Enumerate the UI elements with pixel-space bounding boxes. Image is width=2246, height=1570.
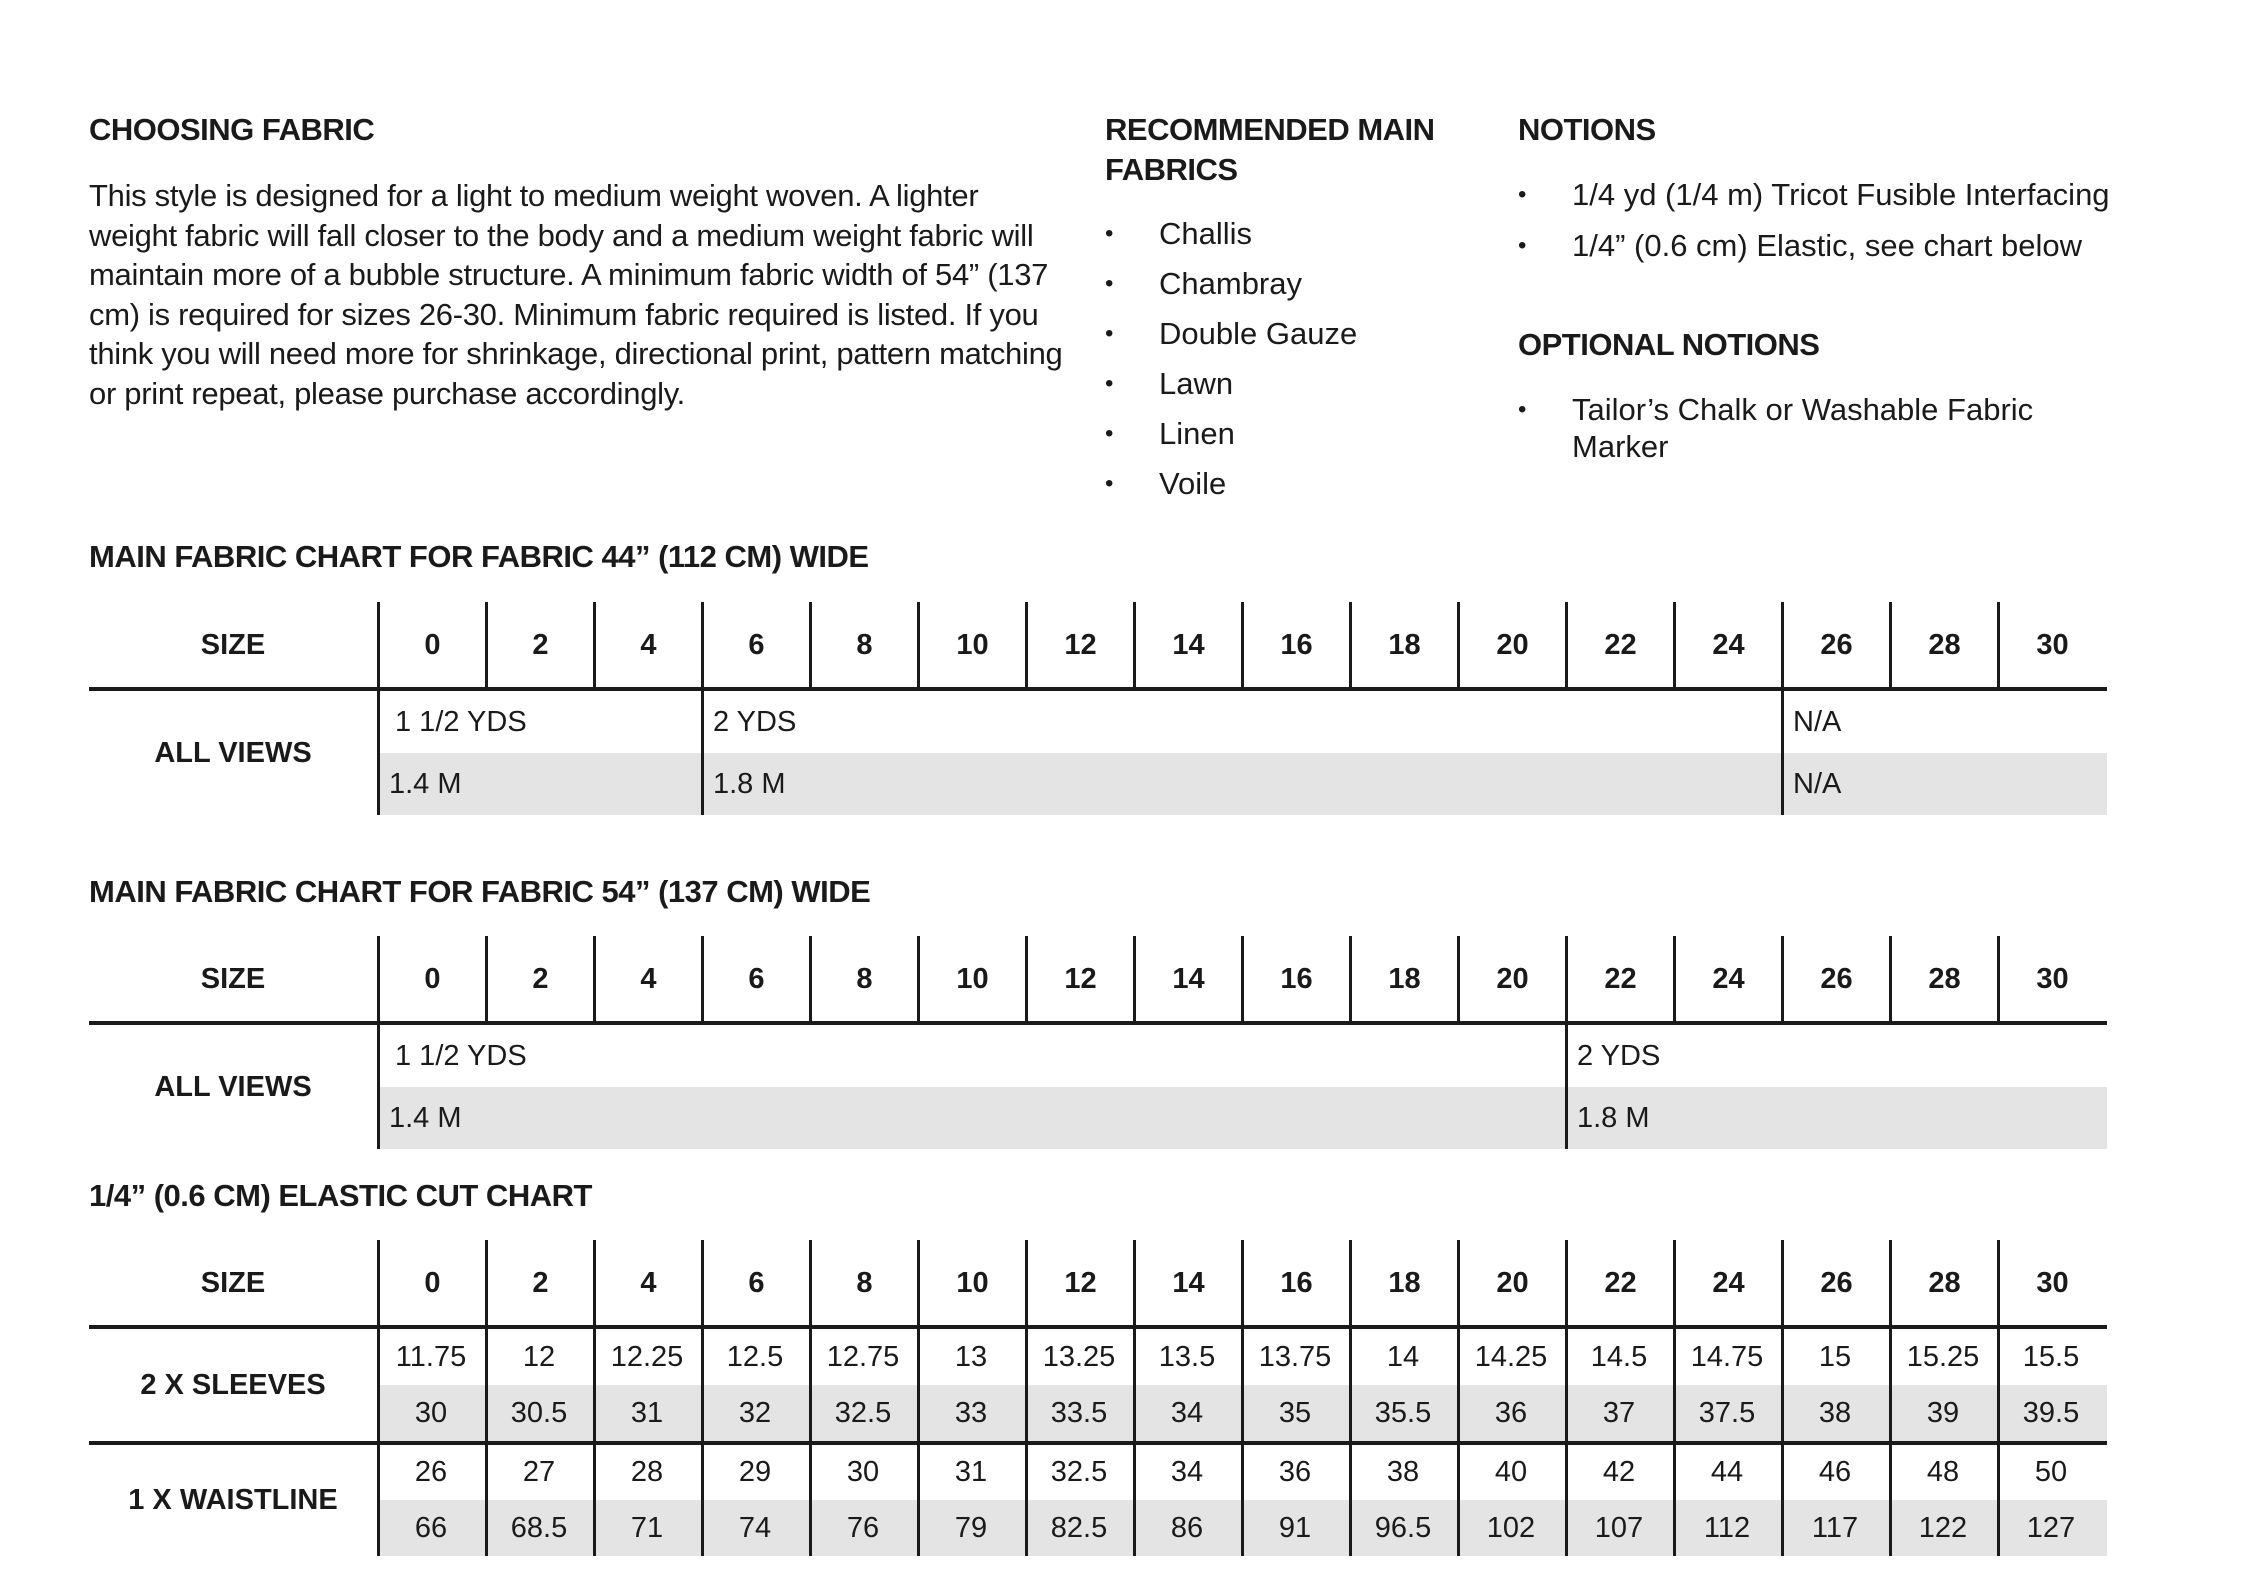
cm-value-cell: 127	[2026, 1511, 2076, 1544]
size-header-cell: 4	[593, 936, 701, 1022]
cm-value-cell: 39	[1926, 1396, 1960, 1429]
size-header-cell: 8	[809, 602, 917, 688]
column-divider	[1997, 1329, 2000, 1441]
fabric-item: • Lawn	[1105, 364, 1357, 414]
size-header-cell: 18	[1349, 1240, 1457, 1326]
chart-44-title: MAIN FABRIC CHART FOR FABRIC 44” (112 CM) WIDE	[89, 539, 869, 574]
size-header-cell: 12	[1025, 936, 1133, 1022]
size-header-cell: 14	[1133, 1240, 1241, 1326]
inch-value-cell: 14	[1386, 1340, 1420, 1373]
size-header-row	[89, 936, 2107, 1022]
cm-value-cell: 33.5	[1050, 1396, 1108, 1429]
inch-value-cell: 13.25	[1042, 1340, 1116, 1373]
inch-value-cell: 27	[522, 1455, 556, 1488]
cm-value-cell: 36	[1494, 1396, 1528, 1429]
meterage-cell: 1.8 M	[713, 767, 786, 800]
span-divider	[377, 1025, 380, 1149]
column-divider	[1025, 1329, 1028, 1441]
column-divider	[485, 1444, 488, 1556]
size-header-cell: 30	[1997, 936, 2105, 1022]
cm-value-cell: 102	[1486, 1511, 1536, 1544]
inch-value-cell: 34	[1170, 1455, 1204, 1488]
size-header-cell: 14	[1133, 936, 1241, 1022]
cm-value-cell: 82.5	[1050, 1511, 1108, 1544]
column-divider	[485, 1329, 488, 1441]
column-divider	[1889, 1444, 1892, 1556]
inch-value-cell: 14.5	[1590, 1340, 1648, 1373]
size-header-cell: 10	[917, 936, 1025, 1022]
span-divider	[1781, 691, 1784, 815]
cm-value-cell: 33	[954, 1396, 988, 1429]
column-divider	[701, 1329, 704, 1441]
inch-value-cell: 28	[630, 1455, 664, 1488]
inch-value-cell: 48	[1926, 1455, 1960, 1488]
inch-value-cell: 11.75	[395, 1340, 467, 1373]
inch-value-cell: 13.75	[1258, 1340, 1332, 1373]
inch-value-cell: 32.5	[1050, 1455, 1108, 1488]
cm-value-cell: 31	[630, 1396, 664, 1429]
cm-value-cell: 79	[954, 1511, 988, 1544]
inch-value-cell: 13	[954, 1340, 988, 1373]
size-header-cell: 26	[1781, 936, 1889, 1022]
meterage-cell: 1.8 M	[1577, 1101, 1650, 1134]
column-divider	[1673, 1329, 1676, 1441]
elastic-cut-chart	[89, 1240, 2107, 1550]
cm-value-cell: 35.5	[1374, 1396, 1432, 1429]
column-divider	[1133, 1444, 1136, 1556]
cm-value-cell: 32	[738, 1396, 772, 1429]
inch-value-cell: 12.5	[726, 1340, 784, 1373]
size-header-cell: 22	[1565, 602, 1673, 688]
inch-value-cell: 14.75	[1690, 1340, 1764, 1373]
size-header-cell: 6	[701, 936, 809, 1022]
size-header-cell: 24	[1673, 602, 1781, 688]
inch-value-cell: 15.25	[1906, 1340, 1980, 1373]
column-divider	[809, 1444, 812, 1556]
column-divider	[809, 1329, 812, 1441]
inch-value-cell: 12	[522, 1340, 556, 1373]
size-header-cell: 16	[1241, 936, 1349, 1022]
cm-value-cell: 35	[1278, 1396, 1312, 1429]
meterage-cell: 1.4 M	[389, 767, 462, 800]
optional-notions-heading: OPTIONAL NOTIONS	[1518, 327, 1820, 362]
choosing-fabric-heading: CHOOSING FABRIC	[89, 112, 375, 147]
size-header-cell: 16	[1241, 602, 1349, 688]
optional-notion-item: • Tailor’s Chalk or Washable Fabric Marker	[1518, 391, 2078, 465]
inch-value-cell: 15	[1818, 1340, 1852, 1373]
size-header-cell: 28	[1889, 936, 1997, 1022]
size-header-row	[89, 1240, 2107, 1326]
cm-value-cell: 96.5	[1374, 1511, 1432, 1544]
column-divider	[1457, 1329, 1460, 1441]
size-header-cell: 30	[1997, 602, 2105, 688]
cm-value-cell: 68.5	[510, 1511, 568, 1544]
row-label: 1 X WAISTLINE	[128, 1483, 338, 1516]
size-header-cell: 2	[485, 1240, 593, 1326]
size-header-cell: 20	[1457, 602, 1565, 688]
column-divider	[1889, 1329, 1892, 1441]
column-divider	[1241, 1329, 1244, 1441]
span-divider	[377, 691, 380, 815]
size-label: SIZE	[200, 1266, 266, 1299]
cm-value-cell: 107	[1594, 1511, 1644, 1544]
meterage-cell: N/A	[1793, 767, 1842, 800]
size-header-cell: 4	[593, 602, 701, 688]
row-label: 2 X SLEEVES	[140, 1368, 326, 1401]
cm-value-cell: 34	[1170, 1396, 1204, 1429]
cm-value-cell: 91	[1278, 1511, 1312, 1544]
recommended-fabrics-heading: RECOMMENDED MAIN FABRICS	[1105, 112, 1435, 187]
size-header-cell: 26	[1781, 1240, 1889, 1326]
cm-value-cell: 37	[1602, 1396, 1636, 1429]
size-header-cell: 4	[593, 1240, 701, 1326]
cm-value-cell: 122	[1918, 1511, 1968, 1544]
size-label: SIZE	[200, 962, 266, 995]
inch-value-cell: 29	[738, 1455, 772, 1488]
column-divider	[377, 1444, 380, 1556]
size-header-cell: 14	[1133, 602, 1241, 688]
optional-notions-list	[1518, 391, 2078, 479]
column-divider	[593, 1444, 596, 1556]
meterage-cell: 1.4 M	[389, 1101, 462, 1134]
notion-item: • 1/4 yd (1/4 m) Tricot Fusible Interfacing	[1518, 176, 2218, 213]
meters-row	[377, 1087, 2107, 1149]
column-divider	[377, 1329, 380, 1441]
column-divider	[1241, 1444, 1244, 1556]
size-header-cell: 20	[1457, 1240, 1565, 1326]
inch-value-cell: 40	[1494, 1455, 1528, 1488]
yardage-cell: N/A	[1793, 705, 1842, 738]
size-header-cell: 0	[377, 1240, 485, 1326]
size-header-cell: 22	[1565, 1240, 1673, 1326]
column-divider	[1781, 1444, 1784, 1556]
size-header-cell: 30	[1997, 1240, 2105, 1326]
size-header-cell: 8	[809, 1240, 917, 1326]
inch-value-cell: 12.25	[610, 1340, 684, 1373]
cm-value-cell: 30.5	[510, 1396, 568, 1429]
cm-value-cell: 66	[414, 1511, 448, 1544]
span-divider	[701, 691, 704, 815]
choosing-fabric-text: This style is designed for a light to medium weight woven. A lighter weight fabric will fall closer to the body and a medium weight fabric will maintain more of a bubble structure. A minimum fabric width of 54” (137 cm) is required for sizes 26-30. Minimum fabric required is listed. If you think you will need more for shrinkage, directional print, pattern matching or print repeat, please purchase accordingly.	[89, 178, 1063, 411]
meters-row	[377, 753, 2107, 815]
column-divider	[917, 1444, 920, 1556]
inch-value-cell: 12.75	[826, 1340, 900, 1373]
size-header-cell: 16	[1241, 1240, 1349, 1326]
notions-list	[1518, 176, 2218, 278]
inch-value-cell: 44	[1710, 1455, 1744, 1488]
column-divider	[1565, 1444, 1568, 1556]
size-header-cell: 8	[809, 936, 917, 1022]
column-divider	[917, 1329, 920, 1441]
size-header-cell: 6	[701, 1240, 809, 1326]
inch-value-cell: 13.5	[1158, 1340, 1216, 1373]
column-divider	[1349, 1329, 1352, 1441]
notion-item: • 1/4” (0.6 cm) Elastic, see chart below	[1518, 227, 2218, 264]
yardage-cell: 1 1/2 YDS	[395, 705, 527, 738]
size-header-cell: 10	[917, 602, 1025, 688]
notions-heading: NOTIONS	[1518, 112, 1656, 147]
cm-value-cell: 32.5	[834, 1396, 892, 1429]
row-label-all-views: ALL VIEWS	[154, 736, 312, 769]
fabric-item: • Linen	[1105, 414, 1357, 464]
size-header-cell: 28	[1889, 602, 1997, 688]
inch-value-cell: 42	[1602, 1455, 1636, 1488]
size-header-cell: 20	[1457, 936, 1565, 1022]
size-header-cell: 6	[701, 602, 809, 688]
yards-row	[377, 691, 2107, 753]
size-header-cell: 12	[1025, 602, 1133, 688]
cm-value-cell: 117	[1811, 1511, 1859, 1544]
yardage-cell: 2 YDS	[1577, 1039, 1661, 1072]
size-header-row	[89, 602, 2107, 688]
fabric-chart-44	[89, 602, 2107, 814]
size-header-cell: 26	[1781, 602, 1889, 688]
yardage-cell: 2 YDS	[713, 705, 797, 738]
size-header-cell: 0	[377, 602, 485, 688]
inch-value-cell: 14.25	[1474, 1340, 1548, 1373]
inch-value-cell: 26	[414, 1455, 448, 1488]
fabric-item: • Double Gauze	[1105, 314, 1357, 364]
column-divider	[593, 1329, 596, 1441]
column-divider	[1349, 1444, 1352, 1556]
size-label: SIZE	[200, 628, 266, 661]
column-divider	[1565, 1329, 1568, 1441]
cm-value-cell: 38	[1818, 1396, 1852, 1429]
inch-value-cell: 38	[1386, 1455, 1420, 1488]
yardage-cell: 1 1/2 YDS	[395, 1039, 527, 1072]
fabric-item: • Voile	[1105, 464, 1357, 514]
column-divider	[1781, 1329, 1784, 1441]
column-divider	[1133, 1329, 1136, 1441]
fabric-item: • Challis	[1105, 214, 1357, 264]
chart-54-title: MAIN FABRIC CHART FOR FABRIC 54” (137 CM) WIDE	[89, 874, 871, 909]
fabric-chart-54	[89, 936, 2107, 1148]
cm-value-cell: 76	[846, 1511, 880, 1544]
size-header-cell: 22	[1565, 936, 1673, 1022]
inch-value-cell: 30	[846, 1455, 880, 1488]
size-header-cell: 24	[1673, 1240, 1781, 1326]
column-divider	[1673, 1444, 1676, 1556]
elastic-chart-title: 1/4” (0.6 CM) ELASTIC CUT CHART	[89, 1178, 592, 1213]
inch-value-cell: 36	[1278, 1455, 1312, 1488]
inch-value-cell: 31	[954, 1455, 988, 1488]
cm-value-cell: 37.5	[1698, 1396, 1756, 1429]
yards-row	[377, 1025, 2107, 1087]
size-header-cell: 10	[917, 1240, 1025, 1326]
span-divider	[1565, 1025, 1568, 1149]
recommended-fabrics-list	[1105, 214, 1357, 514]
inch-value-cell: 46	[1818, 1455, 1852, 1488]
column-divider	[1457, 1444, 1460, 1556]
size-header-cell: 12	[1025, 1240, 1133, 1326]
inch-value-cell: 50	[2034, 1455, 2068, 1488]
cm-value-cell: 74	[738, 1511, 772, 1544]
column-divider	[1997, 1444, 2000, 1556]
size-header-cell: 18	[1349, 602, 1457, 688]
size-header-cell: 18	[1349, 936, 1457, 1022]
size-header-cell: 2	[485, 602, 593, 688]
column-divider	[1025, 1444, 1028, 1556]
size-header-cell: 28	[1889, 1240, 1997, 1326]
cm-value-cell: 39.5	[2022, 1396, 2080, 1429]
size-header-cell: 2	[485, 936, 593, 1022]
cm-value-cell: 112	[1703, 1511, 1751, 1544]
size-header-cell: 24	[1673, 936, 1781, 1022]
fabric-item: • Chambray	[1105, 264, 1357, 314]
cm-value-cell: 86	[1170, 1511, 1204, 1544]
cm-value-cell: 71	[630, 1511, 664, 1544]
row-label-all-views: ALL VIEWS	[154, 1070, 312, 1103]
size-header-cell: 0	[377, 936, 485, 1022]
cm-value-cell: 30	[414, 1396, 448, 1429]
column-divider	[701, 1444, 704, 1556]
inch-value-cell: 15.5	[2022, 1340, 2080, 1373]
